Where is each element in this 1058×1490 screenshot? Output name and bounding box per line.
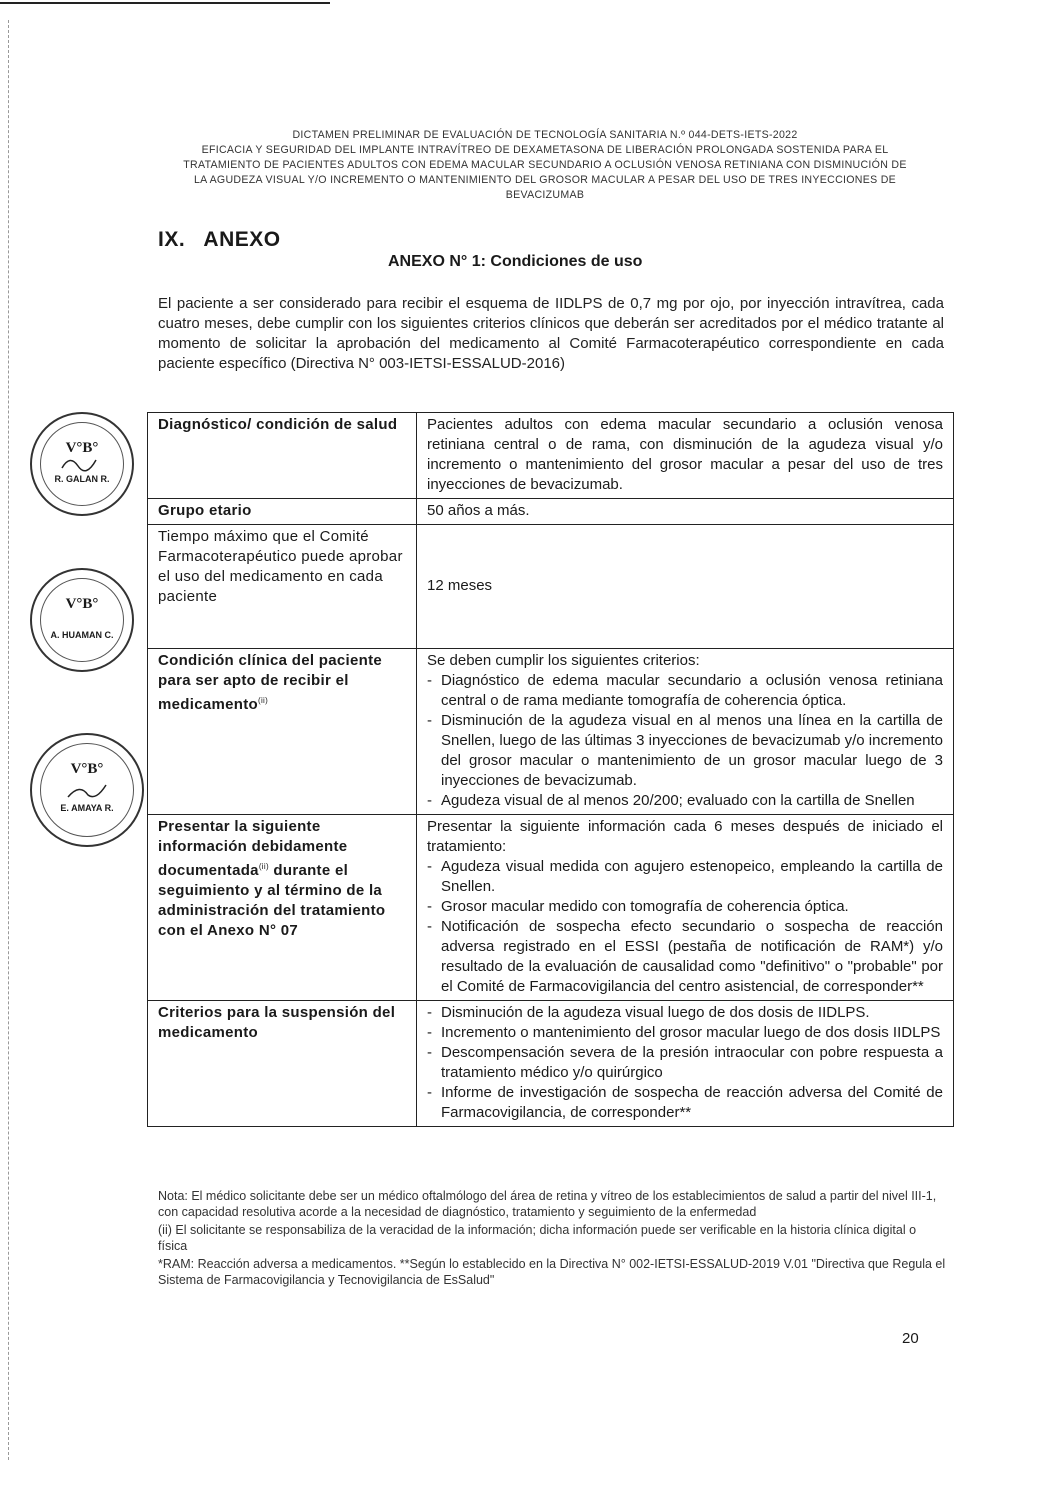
- row-label-text: durante el seguimiento y al término de la administración del tratamiento con el Anexo N° 07: [158, 862, 386, 939]
- document-header: [150, 128, 940, 203]
- table-row: [148, 1001, 954, 1127]
- list-item: - Descompensación severa de la presión intraocular con pobre respuesta a tratamiento médico y/o quirúrgico: [427, 1043, 943, 1083]
- criteria-list: [427, 671, 943, 811]
- list-item: - Diagnóstico de edema macular secundario a oclusión venosa retiniana central o de rama mediante tomografía de coherencia óptica.: [427, 671, 943, 711]
- header-line: BEVACIZUMAB: [505, 189, 585, 201]
- header-line: DICTAMEN PRELIMINAR DE EVALUACIÓN DE TECNOLOGÍA SANITARIA N.º 044-DETS-IETS-2022: [292, 129, 798, 141]
- conditions-table: [147, 412, 954, 1127]
- stamp-name: R. GALAN R.: [54, 474, 110, 484]
- header-line: LA AGUDEZA VISUAL Y/O INCREMENTO O MANTENIMIENTO DEL GROSOR MACULAR A PESAR DEL USO DE TRES INYECCIONES DE: [193, 174, 897, 186]
- header-line: TRATAMIENTO DE PACIENTES ADULTOS CON EDEMA MACULAR SECUNDARIO A OCLUSIÓN VENOSA RETINIANA CON DISMINUCIÓN DE: [183, 159, 907, 171]
- signature-scribble: [66, 781, 110, 801]
- criteria-list: [427, 857, 943, 997]
- stamp-vb: V°B°: [65, 440, 99, 456]
- signature-scribble: [60, 454, 100, 472]
- row-label-text: Condición clínica del paciente para ser apto de recibir el medicamento: [158, 652, 383, 713]
- row-value: 12 meses: [417, 525, 954, 649]
- row-label: [148, 649, 417, 815]
- row-label: [148, 815, 417, 1001]
- intro-paragraph: El paciente a ser considerado para recibir el esquema de IIDLPS de 0,7 mg por ojo, por inyección intravítrea, cada cuatro meses, debe cumplir con los siguientes criterios clínicos que deberán ser acreditados por el médico tratante al momento de solicitar la aprobación del medicamento al Comité Farmacoterapéutico correspondiente en cada paciente específico (Directiva N° 003-IETSI-ESSALUD-2016): [158, 295, 944, 372]
- stamp-name: A. HUAMAN C.: [50, 630, 114, 640]
- stamp-vb: V°B°: [65, 596, 99, 612]
- approval-stamp: [30, 568, 134, 672]
- approval-stamp: [30, 733, 144, 847]
- row-label-text: Presentar la siguiente información debidamente documentada: [158, 818, 348, 879]
- list-item: - Agudeza visual de al menos 20/200; evaluado con la cartilla de Snellen: [427, 791, 943, 811]
- section-title: IX. ANEXO: [158, 228, 281, 251]
- row-label: Diagnóstico/ condición de salud: [148, 413, 417, 499]
- row-label: Tiempo máximo que el Comité Farmacoterapéutico puede aprobar el uso del medicamento en cada paciente: [148, 525, 417, 649]
- stamp-ring: [40, 578, 124, 662]
- table-row: [148, 815, 954, 1001]
- list-item: - Grosor macular medido con tomografía de coherencia óptica.: [427, 897, 943, 917]
- criteria-intro: Se deben cumplir los siguientes criterios:: [427, 652, 700, 669]
- row-label: Grupo etario: [148, 499, 417, 525]
- stamp-vb: V°B°: [70, 761, 104, 777]
- footnote: *RAM: Reacción adversa a medicamentos. **Según lo establecido en la Directiva N° 002-IETSI-ESSALUD-2019 V.01 "Directiva que Regula el Sistema de Farmacovigilancia y Tecnovigilancia de EsSalud": [158, 1257, 946, 1287]
- row-value: [417, 649, 954, 815]
- approval-stamp: [30, 412, 134, 516]
- list-item: - Incremento o mantenimiento del grosor macular luego de dos dosis IIDLPS: [427, 1023, 943, 1043]
- footnote-marker: (ii): [258, 696, 269, 705]
- list-item: - Informe de investigación de sospecha de reacción adversa del Comité de Farmacovigilancia, de corresponder**: [427, 1083, 943, 1123]
- page-number: 20: [902, 1330, 919, 1347]
- top-rule: [0, 2, 330, 4]
- footnote-marker: (ii): [258, 862, 269, 871]
- footnotes: [158, 1188, 948, 1290]
- row-value: [417, 1001, 954, 1127]
- table-row: [148, 525, 954, 649]
- criteria-intro: Presentar la siguiente información cada 6 meses después de iniciado el tratamiento:: [427, 818, 943, 855]
- header-line: EFICACIA Y SEGURIDAD DEL IMPLANTE INTRAVÍTREO DE DEXAMETASONA DE LIBERACIÓN PROLONGADA SOSTENIDA PARA EL: [201, 144, 889, 156]
- annex-title: ANEXO N° 1: Condiciones de uso: [388, 253, 643, 270]
- row-value: Pacientes adultos con edema macular secundario a oclusión venosa retiniana central o de rama, con disminución de la agudeza visual y/o incremento o mantenimiento del grosor macular a pesar del uso de tres inyecciones de bevacizumab.: [417, 413, 954, 499]
- footnote: (ii) El solicitante se responsabiliza de la veracidad de la información; dicha información puede ser verificable en la historia clínica digital o física: [158, 1223, 917, 1253]
- list-item: - Agudeza visual medida con agujero estenopeico, empleando la cartilla de Snellen.: [427, 857, 943, 897]
- list-item: - Disminución de la agudeza visual en al menos una línea en la cartilla de Snellen, luego de las últimas 3 inyecciones de bevacizumab y/o incremento del grosor macular o mantenimiento de un grosor macular luego de 3 inyecciones de bevacizumab.: [427, 711, 943, 791]
- table-row: [148, 649, 954, 815]
- row-value: [417, 815, 954, 1001]
- criteria-list: [427, 1003, 943, 1123]
- left-margin-rule: [8, 20, 9, 1460]
- table-row: [148, 413, 954, 499]
- list-item: - Disminución de la agudeza visual luego de dos dosis de IIDLPS.: [427, 1003, 943, 1023]
- row-value: 50 años a más.: [417, 499, 954, 525]
- row-label: Criterios para la suspensión del medicamento: [148, 1001, 417, 1127]
- footnote: Nota: El médico solicitante debe ser un médico oftalmólogo del área de retina y vítreo de los establecimientos de salud a partir del nivel III-1, con capacidad resolutiva acorde a la necesidad de diagnóstico, tratamiento y seguimiento de la enfermedad: [158, 1189, 937, 1219]
- stamp-name: E. AMAYA R.: [60, 803, 114, 813]
- list-item: - Notificación de sospecha efecto secundario o sospecha de reacción adversa registrado en el ESSI (pestaña de notificación de RAM*) y/o resultado de la evaluación de causalidad como "definitivo" o "probable" por el Comité de Farmacovigilancia del centro asistencial, de corresponder**: [427, 917, 943, 997]
- table-row: [148, 499, 954, 525]
